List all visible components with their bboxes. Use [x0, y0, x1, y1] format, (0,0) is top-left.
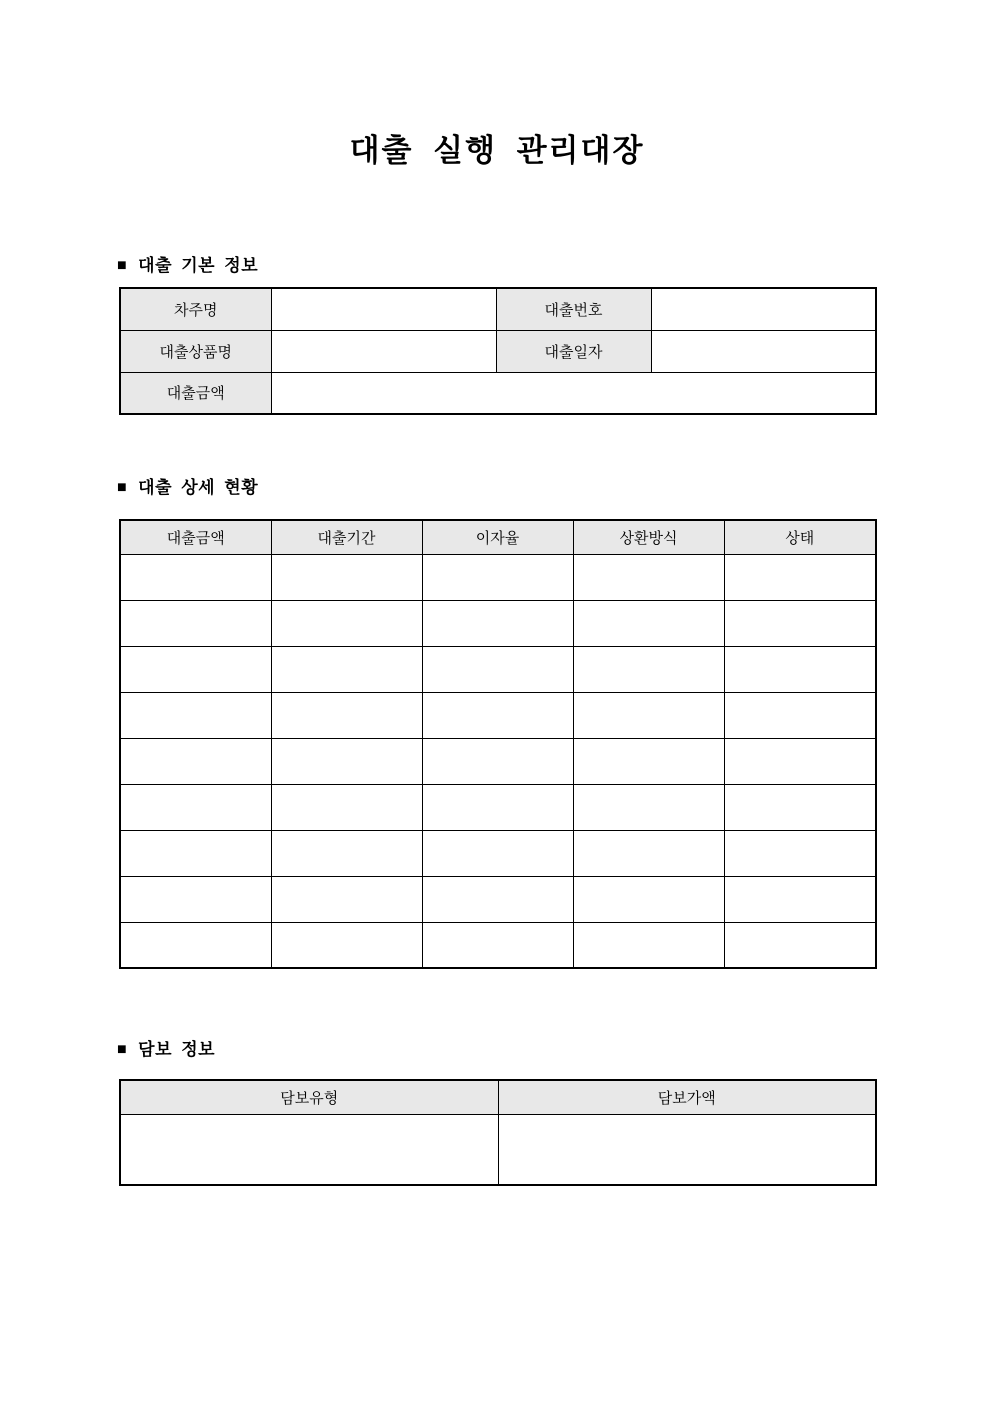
empty-cell	[724, 876, 876, 922]
table-header-row	[120, 1080, 876, 1114]
section-heading-collateral-info	[119, 1039, 875, 1061]
empty-cell	[573, 876, 724, 922]
section-heading-label: 담보 정보	[138, 1040, 216, 1059]
empty-cell	[271, 692, 422, 738]
value-cell-loan-amount	[271, 372, 876, 414]
empty-cell	[724, 784, 876, 830]
empty-cell	[120, 600, 271, 646]
table-row	[120, 554, 876, 600]
basic-info-table	[119, 287, 877, 415]
empty-cell	[120, 646, 271, 692]
section-heading-basic-info	[119, 255, 875, 277]
loan-detail-table	[119, 519, 877, 969]
empty-cell	[724, 830, 876, 876]
empty-cell	[271, 922, 422, 968]
table-row	[120, 288, 876, 330]
table-row	[120, 1114, 876, 1185]
column-header-collateral-value: 담보가액	[498, 1080, 876, 1114]
empty-cell	[271, 784, 422, 830]
table-row	[120, 646, 876, 692]
empty-cell	[422, 922, 573, 968]
empty-cell	[422, 876, 573, 922]
empty-cell	[573, 738, 724, 784]
empty-cell	[573, 830, 724, 876]
column-header-repayment-method: 상환방식	[573, 520, 724, 554]
label-cell-loan-amount: 대출금액	[120, 372, 271, 414]
empty-cell	[422, 600, 573, 646]
square-bullet-icon: ■	[117, 257, 128, 274]
empty-cell	[422, 692, 573, 738]
empty-cell	[271, 554, 422, 600]
document-title: 대출 실행 관리대장	[349, 133, 645, 168]
empty-cell	[271, 600, 422, 646]
label-cell-loan-number: 대출번호	[496, 288, 651, 330]
section-heading-loan-detail	[119, 477, 875, 499]
empty-cell	[573, 600, 724, 646]
empty-cell	[120, 784, 271, 830]
empty-cell	[422, 554, 573, 600]
empty-cell	[573, 646, 724, 692]
empty-cell	[724, 646, 876, 692]
empty-cell	[573, 784, 724, 830]
empty-cell	[724, 600, 876, 646]
collateral-info-table	[119, 1079, 877, 1186]
section-heading-label: 대출 상세 현황	[138, 478, 259, 497]
empty-cell	[724, 922, 876, 968]
empty-cell	[120, 1114, 498, 1185]
table-row	[120, 738, 876, 784]
table-row	[120, 784, 876, 830]
empty-cell	[724, 692, 876, 738]
table-row	[120, 922, 876, 968]
value-cell-borrower-name	[271, 288, 496, 330]
empty-cell	[120, 692, 271, 738]
table-row	[120, 330, 876, 372]
empty-cell	[573, 922, 724, 968]
column-header-loan-amount: 대출금액	[120, 520, 271, 554]
square-bullet-icon: ■	[117, 479, 128, 496]
empty-cell	[422, 738, 573, 784]
empty-cell	[498, 1114, 876, 1185]
column-header-collateral-type: 담보유형	[120, 1080, 498, 1114]
label-cell-loan-product: 대출상품명	[120, 330, 271, 372]
empty-cell	[120, 738, 271, 784]
empty-cell	[271, 876, 422, 922]
table-header-row	[120, 520, 876, 554]
table-row	[120, 830, 876, 876]
empty-cell	[120, 830, 271, 876]
empty-cell	[271, 646, 422, 692]
value-cell-loan-product	[271, 330, 496, 372]
empty-cell	[422, 784, 573, 830]
document-content	[119, 0, 875, 1186]
label-cell-loan-date: 대출일자	[496, 330, 651, 372]
column-header-loan-term: 대출기간	[271, 520, 422, 554]
table-row	[120, 876, 876, 922]
empty-cell	[120, 876, 271, 922]
column-header-interest-rate: 이자율	[422, 520, 573, 554]
empty-cell	[120, 554, 271, 600]
empty-cell	[573, 554, 724, 600]
table-row	[120, 692, 876, 738]
empty-cell	[724, 738, 876, 784]
empty-cell	[422, 646, 573, 692]
empty-cell	[120, 922, 271, 968]
column-header-status: 상태	[724, 520, 876, 554]
empty-cell	[724, 554, 876, 600]
empty-cell	[422, 830, 573, 876]
empty-cell	[271, 738, 422, 784]
table-row	[120, 372, 876, 414]
empty-cell	[271, 830, 422, 876]
label-cell-borrower-name: 차주명	[120, 288, 271, 330]
value-cell-loan-number	[651, 288, 876, 330]
value-cell-loan-date	[651, 330, 876, 372]
square-bullet-icon: ■	[117, 1041, 128, 1058]
table-row	[120, 600, 876, 646]
empty-cell	[573, 692, 724, 738]
section-heading-label: 대출 기본 정보	[138, 256, 259, 275]
loan-detail-table-body	[120, 554, 876, 968]
